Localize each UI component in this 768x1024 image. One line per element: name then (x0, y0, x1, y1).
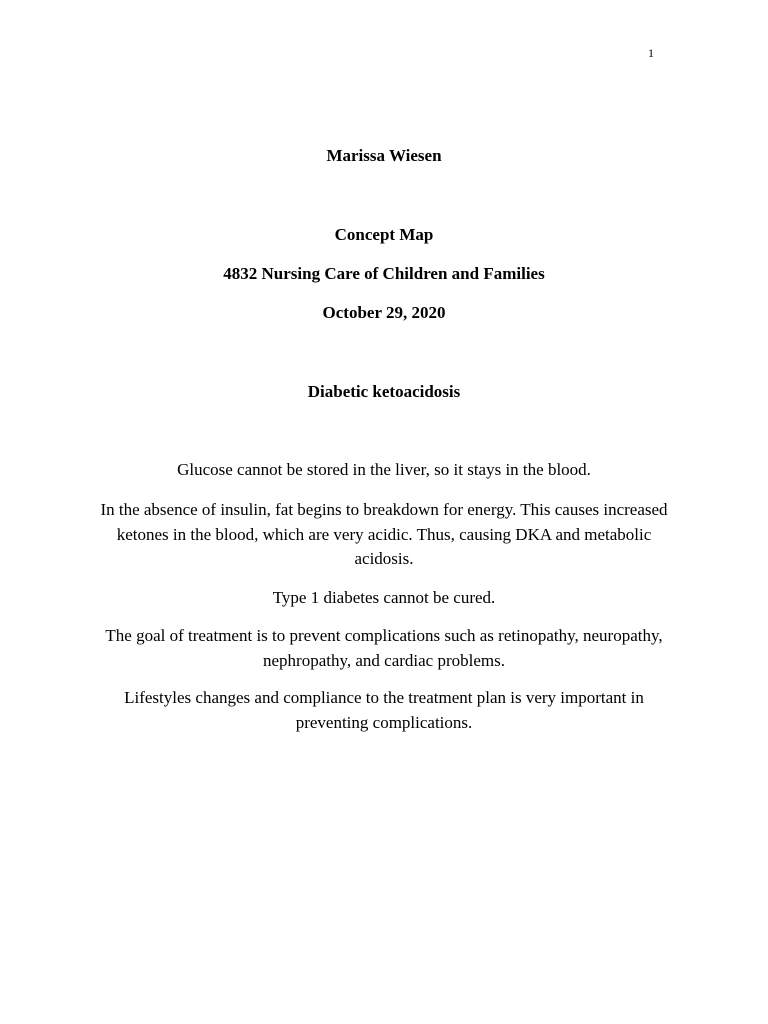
paragraph-treatment-goal: The goal of treatment is to prevent complications such as retinopathy, neuropathy, nephropathy, and cardiac problems. (105, 626, 663, 670)
paragraph-insulin: In the absence of insulin, fat begins to breakdown for energy. This causes increased ketones in the blood, which are very acidic. Thus, causing DKA and metabolic acidosis. (100, 500, 668, 568)
author-name: Marissa Wiesen (326, 146, 442, 165)
document-title: Concept Map (334, 225, 434, 244)
topic-heading: Diabetic ketoacidosis (307, 382, 461, 401)
paragraph-lifestyle: Lifestyles changes and compliance to the treatment plan is very important in preventing complications. (124, 688, 644, 732)
document-date: October 29, 2020 (322, 303, 446, 322)
page-number: 1 (648, 46, 654, 60)
paragraph-glucose: Glucose cannot be stored in the liver, so it stays in the blood. (177, 460, 591, 479)
paragraph-type1: Type 1 diabetes cannot be cured. (272, 588, 496, 607)
course-name: 4832 Nursing Care of Children and Families (223, 264, 545, 283)
